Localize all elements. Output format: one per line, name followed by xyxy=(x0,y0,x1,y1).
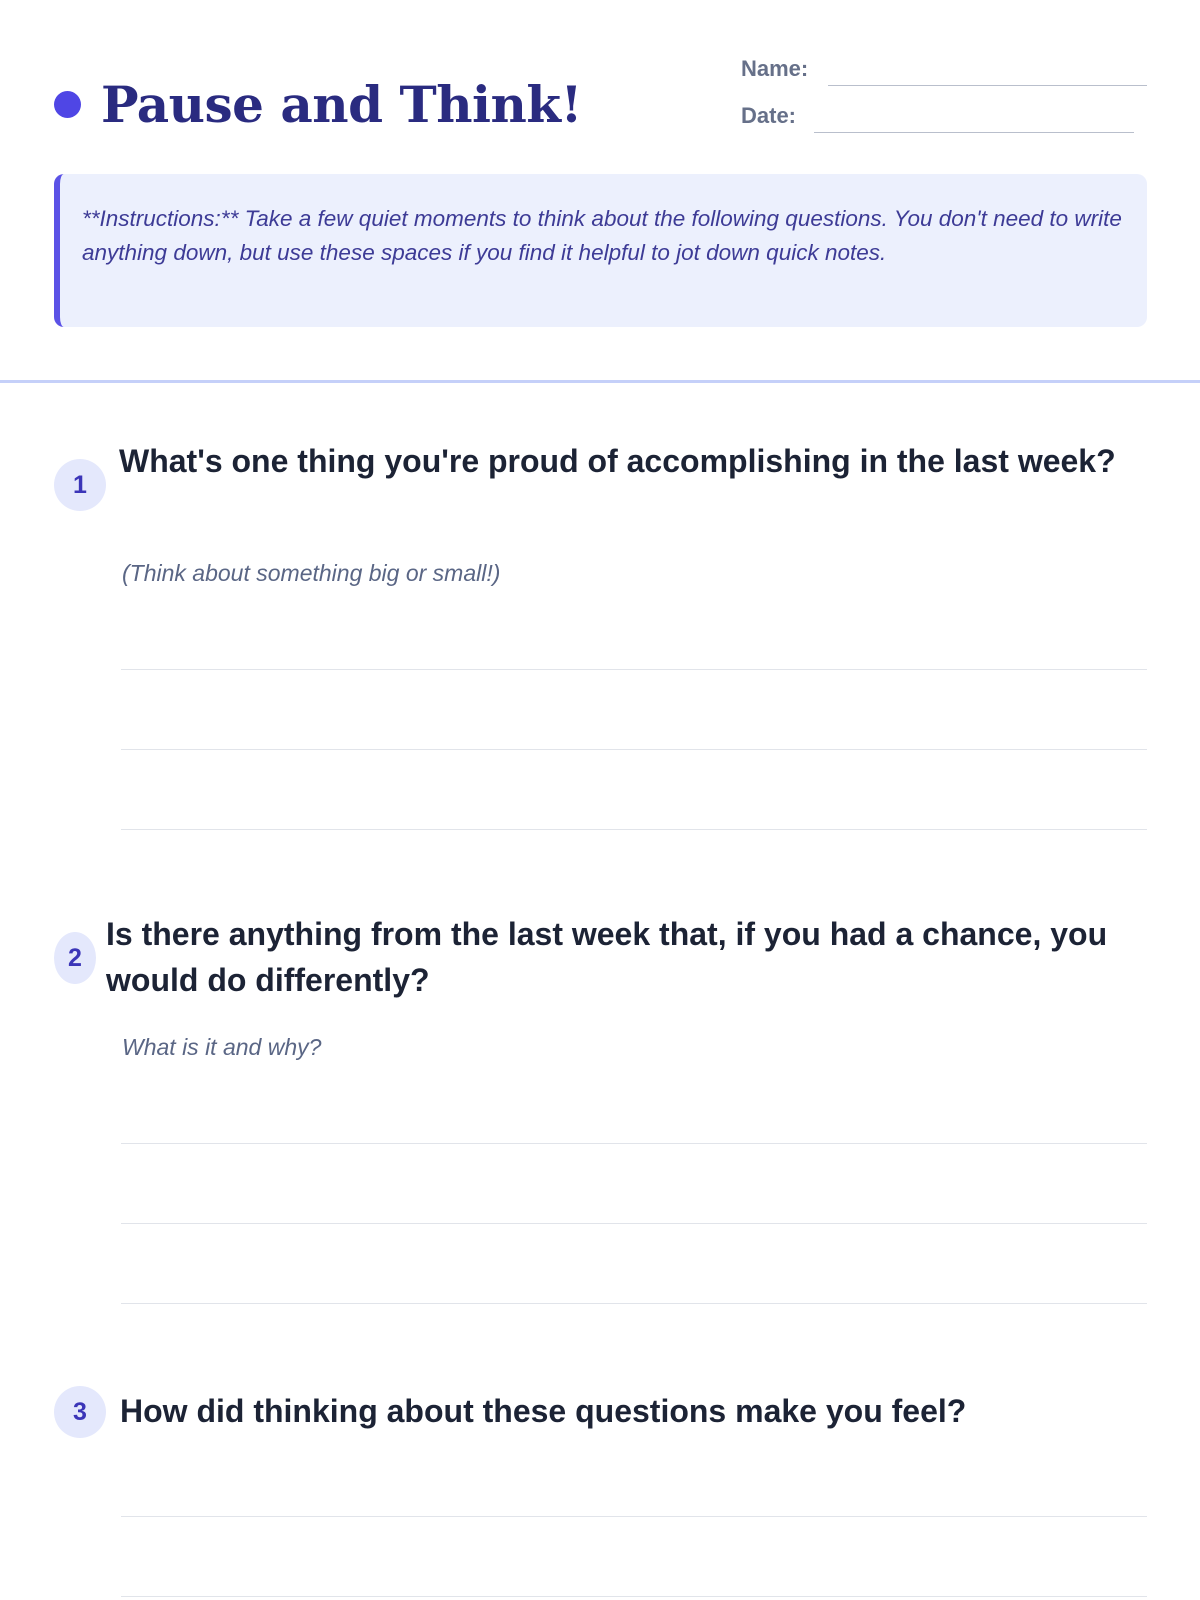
name-field[interactable] xyxy=(828,85,1147,86)
question-number-badge: 2 xyxy=(54,932,96,984)
date-label: Date: xyxy=(741,103,797,128)
question-text: What's one thing you're proud of accomplishing in the last week? xyxy=(119,443,1116,479)
answer-line[interactable] xyxy=(121,829,1147,830)
title-bullet-icon xyxy=(54,91,81,118)
answer-line[interactable] xyxy=(121,669,1147,670)
question-hint: (Think about something big or small!) xyxy=(122,560,501,586)
question-text: How did thinking about these questions make you feel? xyxy=(120,1393,967,1429)
page-title: Pause and Think! xyxy=(101,75,582,134)
answer-line[interactable] xyxy=(121,1223,1147,1224)
answer-line[interactable] xyxy=(121,1516,1147,1517)
question-number-badge: 1 xyxy=(54,459,106,511)
answer-line[interactable] xyxy=(121,1596,1147,1597)
answer-line[interactable] xyxy=(121,1303,1147,1304)
date-field[interactable] xyxy=(814,132,1134,133)
question-number-badge: 3 xyxy=(54,1386,106,1438)
name-label: Name: xyxy=(741,56,809,81)
question-text: Is there anything from the last week that, if you had a chance, you would do differently? xyxy=(106,916,1108,998)
section-divider xyxy=(0,380,1200,383)
instructions-text: **Instructions:** Take a few quiet moments to think about the following questions. You don't need to write anything down, but use these spaces if you find it helpful to jot down quick notes. xyxy=(82,206,1122,265)
question-hint: What is it and why? xyxy=(122,1034,322,1060)
answer-line[interactable] xyxy=(121,1143,1147,1144)
answer-line[interactable] xyxy=(121,749,1147,750)
